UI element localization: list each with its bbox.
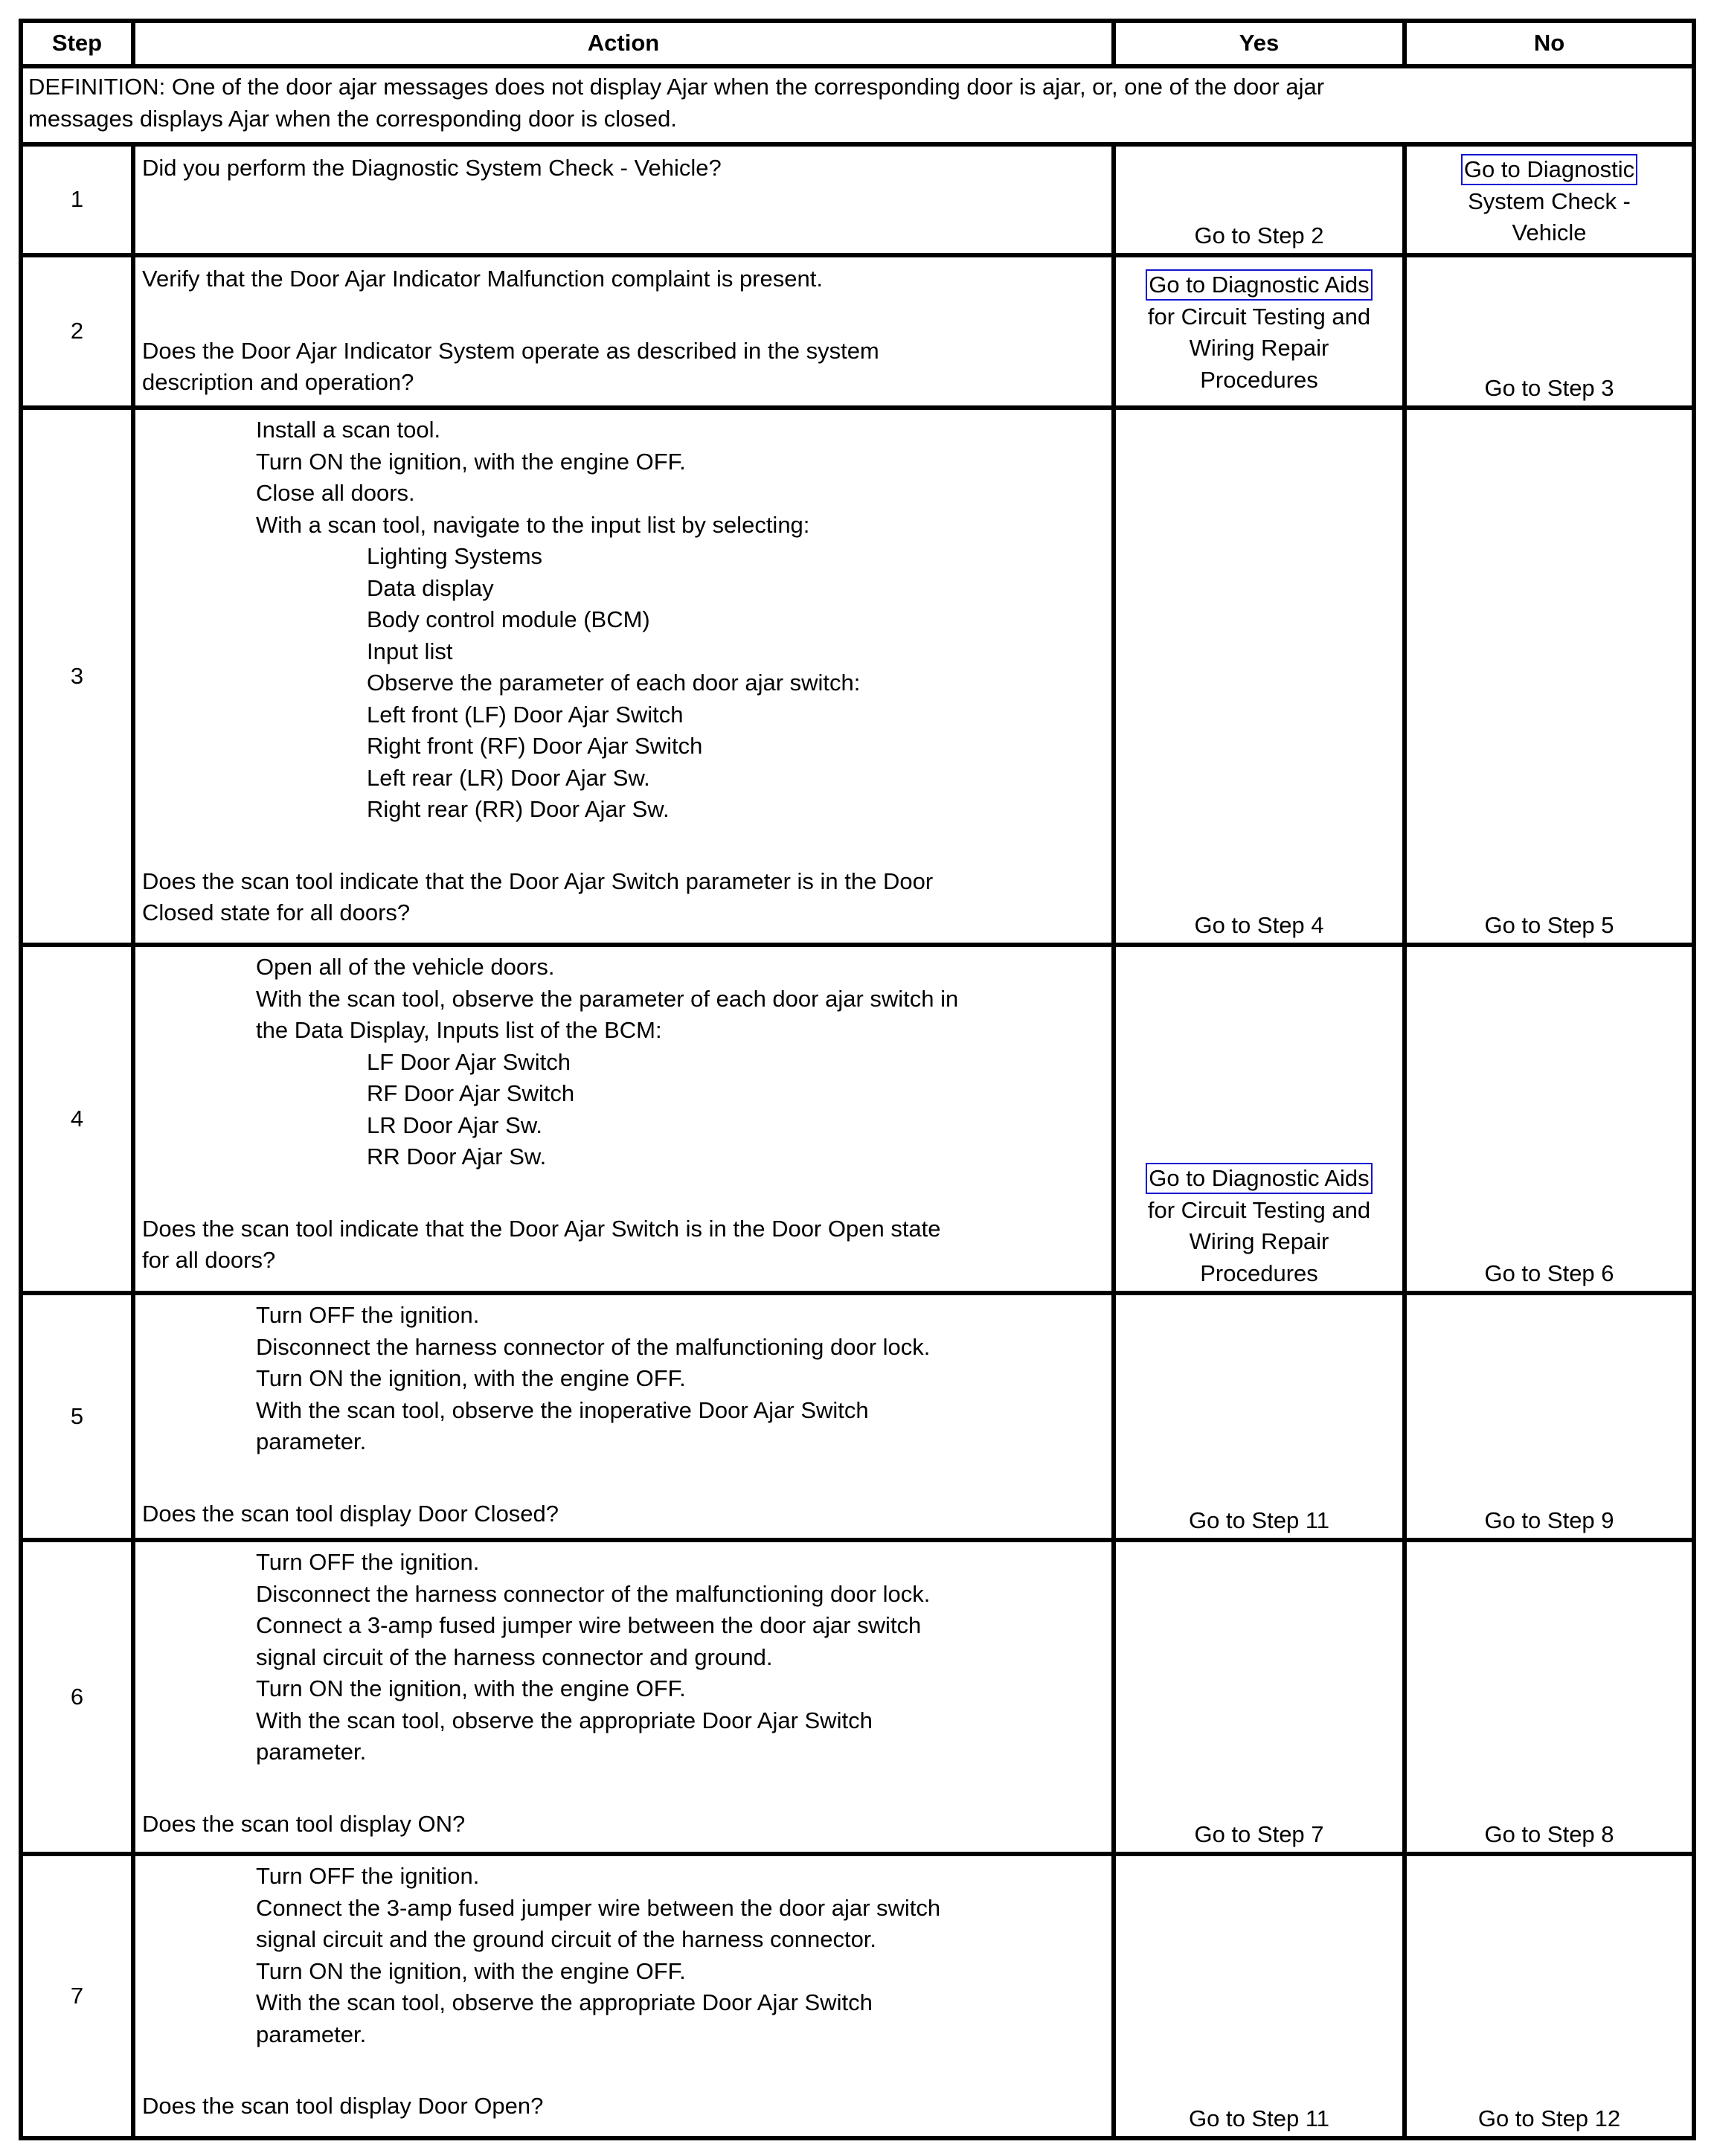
action-question: for all doors? — [142, 1247, 276, 1273]
step-number: 2 — [70, 318, 84, 344]
action-substep: Left front (LF) Door Ajar Switch — [367, 701, 684, 728]
action-step: Turn OFF the ignition. — [256, 1863, 480, 1889]
no-text: Go to Step 9 — [1484, 1507, 1614, 1533]
yes-cell — [1116, 147, 1402, 253]
step-number: 7 — [70, 1982, 84, 2009]
action-substep: Right front (RF) Door Ajar Switch — [367, 733, 703, 759]
step-number: 1 — [70, 186, 84, 213]
action-step: Connect the 3-amp fused jumper wire between the door ajar switch — [256, 1894, 941, 1921]
action-step: Disconnect the harness connector of the malfunctioning door lock. — [256, 1580, 931, 1607]
no-text-cont: System Check - — [1468, 187, 1631, 214]
action-cell — [135, 257, 1111, 405]
action-step: Turn ON the ignition, with the engine OFF. — [256, 448, 686, 475]
yes-cell — [1116, 257, 1402, 405]
action-step: With the scan tool, observe the appropriate Door Ajar Switch — [256, 1989, 873, 2015]
header-yes: Yes — [1239, 30, 1280, 57]
action-question: Does the scan tool display Door Closed? — [142, 1500, 559, 1527]
action-step: parameter. — [256, 2021, 367, 2047]
yes-text-cont: Procedures — [1200, 1260, 1318, 1286]
action-step: signal circuit and the ground circuit of the harness connector. — [256, 1926, 877, 1952]
yes-text: Go to Step 4 — [1194, 911, 1324, 938]
action-step: signal circuit of the harness connector and ground. — [256, 1643, 773, 1670]
yes-cell — [1116, 410, 1402, 943]
yes-text: Go to Step 11 — [1189, 1507, 1329, 1533]
no-cell — [1407, 410, 1692, 943]
step-number: 5 — [70, 1402, 84, 1429]
yes-text: Go to Step 7 — [1194, 1820, 1324, 1847]
link-diagnostic-system-check[interactable]: Go to Diagnostic — [1461, 154, 1637, 185]
action-instruction: Verify that the Door Ajar Indicator Malfunction complaint is present. — [142, 266, 823, 292]
link-diagnostic-aids[interactable]: Go to Diagnostic Aids — [1146, 269, 1372, 301]
action-step: With the scan tool, observe the appropriate Door Ajar Switch — [256, 1707, 873, 1733]
no-text: Go to Step 6 — [1484, 1260, 1614, 1286]
action-step: the Data Display, Inputs list of the BCM: — [256, 1017, 662, 1043]
action-cell — [135, 947, 1111, 1291]
yes-text-cont: for Circuit Testing and — [1147, 1196, 1371, 1223]
action-step: Turn OFF the ignition. — [256, 1302, 480, 1328]
yes-text-cont: for Circuit Testing and — [1147, 303, 1371, 330]
row-divider — [19, 64, 1696, 68]
action-cell — [135, 1856, 1111, 2136]
definition-text-line-2: messages displays Ajar when the corresponding door is closed. — [28, 105, 677, 132]
no-text-cont: Vehicle — [1512, 219, 1587, 246]
action-step: Turn ON the ignition, with the engine OFF. — [256, 1675, 686, 1701]
action-step: Disconnect the harness connector of the malfunctioning door lock. — [256, 1333, 931, 1360]
action-substep: Right rear (RR) Door Ajar Sw. — [367, 796, 670, 822]
action-question: Did you perform the Diagnostic System Check - Vehicle? — [142, 155, 722, 181]
header-step: Step — [51, 30, 103, 57]
action-cell — [135, 1542, 1111, 1852]
no-text: Go to Step 8 — [1484, 1820, 1614, 1847]
yes-text: Go to Step 11 — [1189, 2105, 1329, 2131]
action-step: With the scan tool, observe the inoperative Door Ajar Switch — [256, 1396, 869, 1423]
action-question: Does the scan tool display ON? — [142, 1810, 466, 1837]
definition-text-line-1: DEFINITION: One of the door ajar messages does not display Ajar when the corresponding door is ajar, or, one of the door ajar — [28, 74, 1325, 100]
no-cell — [1407, 947, 1692, 1291]
yes-text: Go to Step 2 — [1194, 222, 1324, 248]
action-step: Turn OFF the ignition. — [256, 1549, 480, 1575]
no-text: Go to Step 5 — [1484, 911, 1614, 938]
action-step: Turn ON the ignition, with the engine OFF. — [256, 1365, 686, 1391]
yes-cell — [1116, 1542, 1402, 1852]
yes-text-cont: Procedures — [1200, 366, 1318, 393]
yes-text-cont: Wiring Repair — [1189, 335, 1329, 361]
action-question: Does the Door Ajar Indicator System operate as described in the system — [142, 337, 879, 364]
action-substep: Data display — [367, 574, 494, 601]
yes-cell — [1116, 1295, 1402, 1538]
action-cell — [135, 147, 1111, 253]
action-substep: Lighting Systems — [367, 543, 543, 569]
no-cell — [1407, 147, 1692, 253]
yes-cell — [1116, 947, 1402, 1291]
action-question: description and operation? — [142, 369, 414, 395]
action-step: parameter. — [256, 1428, 367, 1454]
action-step: Open all of the vehicle doors. — [256, 954, 555, 980]
action-cell — [135, 410, 1111, 943]
table-border-bottom — [19, 2136, 1696, 2140]
definition-row — [28, 71, 1687, 142]
step-number: 4 — [70, 1105, 84, 1132]
no-cell — [1407, 1542, 1692, 1852]
action-cell — [135, 1295, 1111, 1538]
action-substep: Left rear (LR) Door Ajar Sw. — [367, 764, 650, 791]
action-step: With the scan tool, observe the parameter of each door ajar switch in — [256, 985, 959, 1012]
action-step: With a scan tool, navigate to the input list by selecting: — [256, 511, 810, 538]
no-cell — [1407, 1295, 1692, 1538]
header-action: Action — [587, 30, 660, 57]
step-number: 3 — [70, 662, 84, 689]
action-step: Turn ON the ignition, with the engine OFF. — [256, 1957, 686, 1984]
action-question: Does the scan tool indicate that the Door Ajar Switch is in the Door Open state — [142, 1215, 941, 1242]
action-question: Closed state for all doors? — [142, 899, 411, 925]
action-question: Does the scan tool indicate that the Door Ajar Switch parameter is in the Door — [142, 867, 934, 894]
step-number: 6 — [70, 1683, 84, 1710]
action-substep: RR Door Ajar Sw. — [367, 1143, 547, 1170]
action-step: Connect a 3-amp fused jumper wire between the door ajar switch — [256, 1612, 922, 1638]
action-substep: RF Door Ajar Switch — [367, 1080, 575, 1106]
action-substep: Observe the parameter of each door ajar switch: — [367, 670, 861, 696]
action-substep: Input list — [367, 638, 453, 664]
action-substep: LF Door Ajar Switch — [367, 1048, 571, 1075]
header-no: No — [1533, 30, 1565, 57]
action-question: Does the scan tool display Door Open? — [142, 2093, 544, 2119]
action-substep: Body control module (BCM) — [367, 606, 650, 632]
no-text: Go to Step 3 — [1484, 374, 1614, 401]
action-step: Install a scan tool. — [256, 417, 441, 443]
action-substep: LR Door Ajar Sw. — [367, 1111, 543, 1138]
no-cell — [1407, 257, 1692, 405]
yes-cell — [1116, 1856, 1402, 2136]
table-border-right — [1692, 19, 1696, 2140]
link-diagnostic-aids[interactable]: Go to Diagnostic Aids — [1146, 1163, 1372, 1194]
no-text: Go to Step 12 — [1477, 2105, 1621, 2131]
yes-text-cont: Wiring Repair — [1189, 1228, 1329, 1254]
no-cell — [1407, 1856, 1692, 2136]
action-step: parameter. — [256, 1739, 367, 1765]
action-step: Close all doors. — [256, 480, 415, 506]
